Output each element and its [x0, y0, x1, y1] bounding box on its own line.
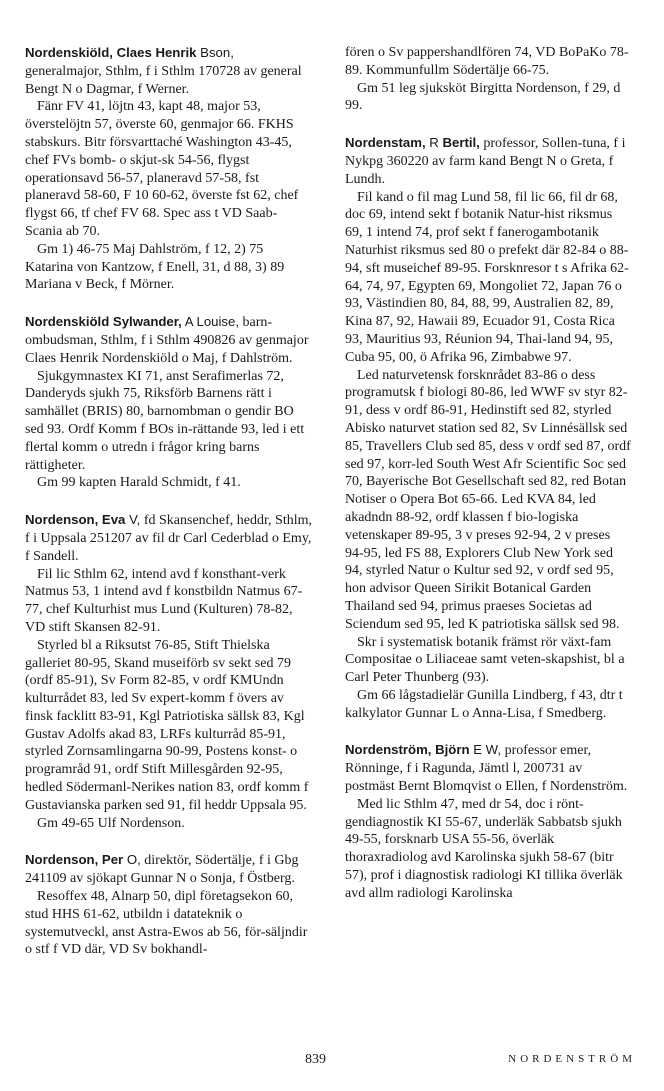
- entry-text: Resoffex 48, Alnarp 50, dipl företagsekon 60, stud HHS 61-62, utbildn i datateknik o systemutveckl, anst Astra-Ewos ab 56, för-säljndir o stf f VD där, VD Sv bokhandl-: [25, 889, 308, 958]
- entry-text: Led naturvetensk forsknrådet 83-86 o dess programutsk f biologi 80-86, led WWF sv styr 82-91, dess v ordf 86-91, Hedinstift sed 82, styrled Abisko naturvet station sed 82, Sv Linnésällsk sed 85, Travellers Club sed 85, dess v ordf sed 87, ordf sed 97, korr-led South West Afr Scientific Soc sed 70, Bayerische Bot Gesellschaft sed 82, red Botan Notiser o Opera Bot 65-66. Led KVA 84, led akadndn 88-92, ordf klassen f bio-logiska vetenskaper 89-95, 3 v preses 92-94, 2 v preses 94-95, led FS 88, Explorers Club New York sed 94, styrled Natur o Kultur sed 92, v ordf sed 95, hon advisor Queen Sirikit Botanical Garden Thailand sed 94, primus praeses Societas ad Sciendum sed 95, led K patriotiska sällsk sed 98.: [345, 367, 631, 632]
- entry-paragraph: [345, 80, 632, 116]
- biography-entry: [25, 313, 312, 492]
- entry-text: Gm 66 lågstadielär Gunilla Lindberg, f 43, dtr t kalkylator Gunnar L o Anna-Lisa, f Smedberg.: [345, 687, 623, 721]
- entry-paragraph: [345, 634, 632, 687]
- entry-text: Gm 51 leg sjuksköt Birgitta Nordenson, f 29, d 99.: [345, 80, 621, 114]
- entry-paragraph: [345, 134, 632, 188]
- entry-paragraph: [345, 367, 632, 634]
- entry-paragraph: [25, 368, 312, 475]
- right-column: [345, 44, 632, 922]
- entry-paragraph: [25, 888, 312, 959]
- entry-text: direktör, Södertälje, f i Gbg 241109 av sjökapt Gunnar N o Sonja, f Östberg.: [25, 853, 299, 887]
- entry-paragraph: [25, 241, 312, 294]
- entry-paragraph: [25, 474, 312, 492]
- entry-text: Gm 49-65 Ulf Nordenson.: [37, 815, 185, 831]
- entry-paragraph: [345, 687, 632, 723]
- entry-text: professor emer, Rönninge, f i Ragunda, Jämtl l, 200731 av postmäst Bernt Blomqvist o Ellen, f Nordenström.: [345, 743, 628, 795]
- entry-paragraph: [25, 313, 312, 367]
- entry-text: Fänr FV 41, löjtn 43, kapt 48, major 53, överstelöjtn 57, överste 60, genmajor 66. FKHS stabskurs. Bitr försvarttaché Washington 43-45, chef FVs bomb- o skjut-sk 54-56, flygst operationsavd 56-57, planeravd 57-58, fst planeravd 58-60, F 10 60-62, överste fst 62, chef flygst 66, tf chef FV 68. Spec ass t VD Saab-Scania ab 70.: [25, 99, 299, 239]
- page-footer: [0, 1052, 664, 1072]
- entry-paragraph: [25, 815, 312, 833]
- entry-paragraph: [25, 44, 312, 98]
- left-column: [25, 44, 312, 978]
- entry-text: Gm 99 kapten Harald Schmidt, f 41.: [37, 475, 241, 491]
- entry-paragraph: [25, 566, 312, 637]
- entry-given-names: E W,: [469, 742, 502, 758]
- biography-entry: [25, 44, 312, 294]
- entry-given-names: R: [425, 135, 443, 151]
- biography-entry: [345, 741, 632, 902]
- entry-name-part: Bertil,: [442, 135, 480, 151]
- entry-paragraph: [345, 796, 632, 903]
- entry-text: fd Skansenchef, heddr, Sthlm, f i Uppsala 251207 av fil dr Carl Cederblad o Emy, f Sandell.: [25, 513, 313, 564]
- entry-text: Fil lic Sthlm 62, intend avd f konsthant-verk Natmus 53, 1 intend avd f konstbildn Natmus 67-77, chef Kulturhist mus Lund (Kulturen) 78-82, VD stift Skansen 82-91.: [25, 566, 303, 635]
- entry-name: Nordenson, Eva: [25, 512, 126, 528]
- entry-name: Nordenström, Björn: [345, 742, 470, 758]
- entry-text: Skr i systematisk botanik främst rör växt-fam Compositae o Liliaceae samt veten-skapshist, bl a Carl Peter Thunberg (93).: [345, 634, 625, 686]
- biography-entry: [345, 134, 632, 722]
- entry-text: barn-ombudsman, Sthlm, f i Sthlm 490826 av genmajor Claes Henrik Nordenskiöld o Maj, f Dahlström.: [25, 315, 309, 366]
- entry-name: Nordenstam,: [345, 135, 426, 151]
- entry-paragraph: [25, 98, 312, 240]
- entry-name: Nordenskiöld Sylwander,: [25, 314, 182, 330]
- entry-paragraph: [25, 511, 312, 565]
- entry-text: Styrled bl a Riksutst 76-85, Stift Thielska galleriet 80-95, Skand museiförb sv sekt sed 79 (ordf 85-91), Sv Form 82-85, v ordf KMUndn kulturrådet 83, led Sv expert-komm f övers av finsk facklitt 83-91, Kgl Patriotiska sällsk 83, Kgl Gustav Adolfs akad 83, LRFs kulturråd 85-91, styrled Zornsamlingarna 90-99, Postens konst- o programråd 91, ordf Stift Millesgården 92-95, hedled Södermanl-Nerikes nation 83, ordf komm f Gustavianska parken sed 91, fil heddr Uppsala 95.: [25, 637, 309, 813]
- entry-given-names: Bson,: [196, 45, 234, 60]
- entry-paragraph: [345, 741, 632, 795]
- entry-text: Gm 1) 46-75 Maj Dahlström, f 12, 2) 75 Katarina von Kantzow, f Enell, 31, d 88, 3) 89 Mariana v Beck, f Mörner.: [25, 241, 285, 293]
- entry-text: Med lic Sthlm 47, med dr 54, doc i rönt-gendiagnostik KI 55-67, underläk Sabbatsb sjukh 49-55, forsknarb USA 55-56, överläk thoraxradiolog avd Karolinska sjukh 58-67 (bitr 57), prof i diagnostisk radiologi KI tillika överläk avd allm radiologi Karolinska: [345, 796, 623, 901]
- entry-paragraph: [345, 189, 632, 367]
- entry-paragraph: [345, 44, 632, 80]
- entry-name: Nordenson, Per: [25, 852, 124, 868]
- biography-entry: [25, 511, 312, 832]
- entry-text: professor, Sollen-tuna, f i Nykpg 360220 av farm kand Bengt N o Greta, f Lundh.: [345, 136, 626, 187]
- biography-entry: [25, 851, 312, 959]
- page-number: 839: [305, 1052, 326, 1067]
- entry-text: generalmajor, Sthlm, f i Sthlm 170728 av general Bengt N o Dagmar, f Werner.: [25, 63, 302, 97]
- entry-text: Sjukgymnastex KI 71, anst Serafimerlas 72, Danderyds sjukh 75, Riksförb Barnens rätt i samhället (BRIS) 80, barnombman o gendir BO sed 93. Ordf Komm f BOs in-rättande 93, led i ett flertal komm o utredn i frågor kring barns rättigheter.: [25, 368, 305, 473]
- entry-given-names: V,: [125, 512, 141, 528]
- entry-given-names: A Louise,: [181, 314, 240, 330]
- entry-text: Fil kand o fil mag Lund 58, fil lic 66, fil dr 68, doc 69, intend sekt f botanik Natur-hist riksmus 69, 1 intend 74, prof sekt f fanerogambotanik Naturhist riksmus sed 80 o prefekt där 82-84 o 88-94, sft museichef 89-95. Forsknresor t s Afrika 62-64, 74, 97, Egypten 69, Mongoliet 72, Japan 76 o 93, Västindien 80, 84, 88, 99, Australien 82, 89, Kina 87, 92, Hawaii 89, Ecuador 91, Costa Rica 93, Mauritius 93, Réunion 94, Thai-land 94, 95, Cuba 95, 00, ö Afrika 96, Zimbabwe 97.: [345, 189, 629, 365]
- entry-given-names: O,: [123, 852, 141, 868]
- entry-paragraph: [25, 637, 312, 815]
- entry-text: fören o Sv pappershandlfören 74, VD BoPaKo 78-89. Kommunfullm Södertälje 66-75.: [345, 45, 629, 78]
- entry-paragraph: [25, 851, 312, 888]
- biography-entry: [345, 44, 632, 115]
- entry-name: Nordenskiöld, Claes Henrik: [25, 45, 197, 60]
- running-head: NORDENSTRÖM: [508, 1053, 636, 1065]
